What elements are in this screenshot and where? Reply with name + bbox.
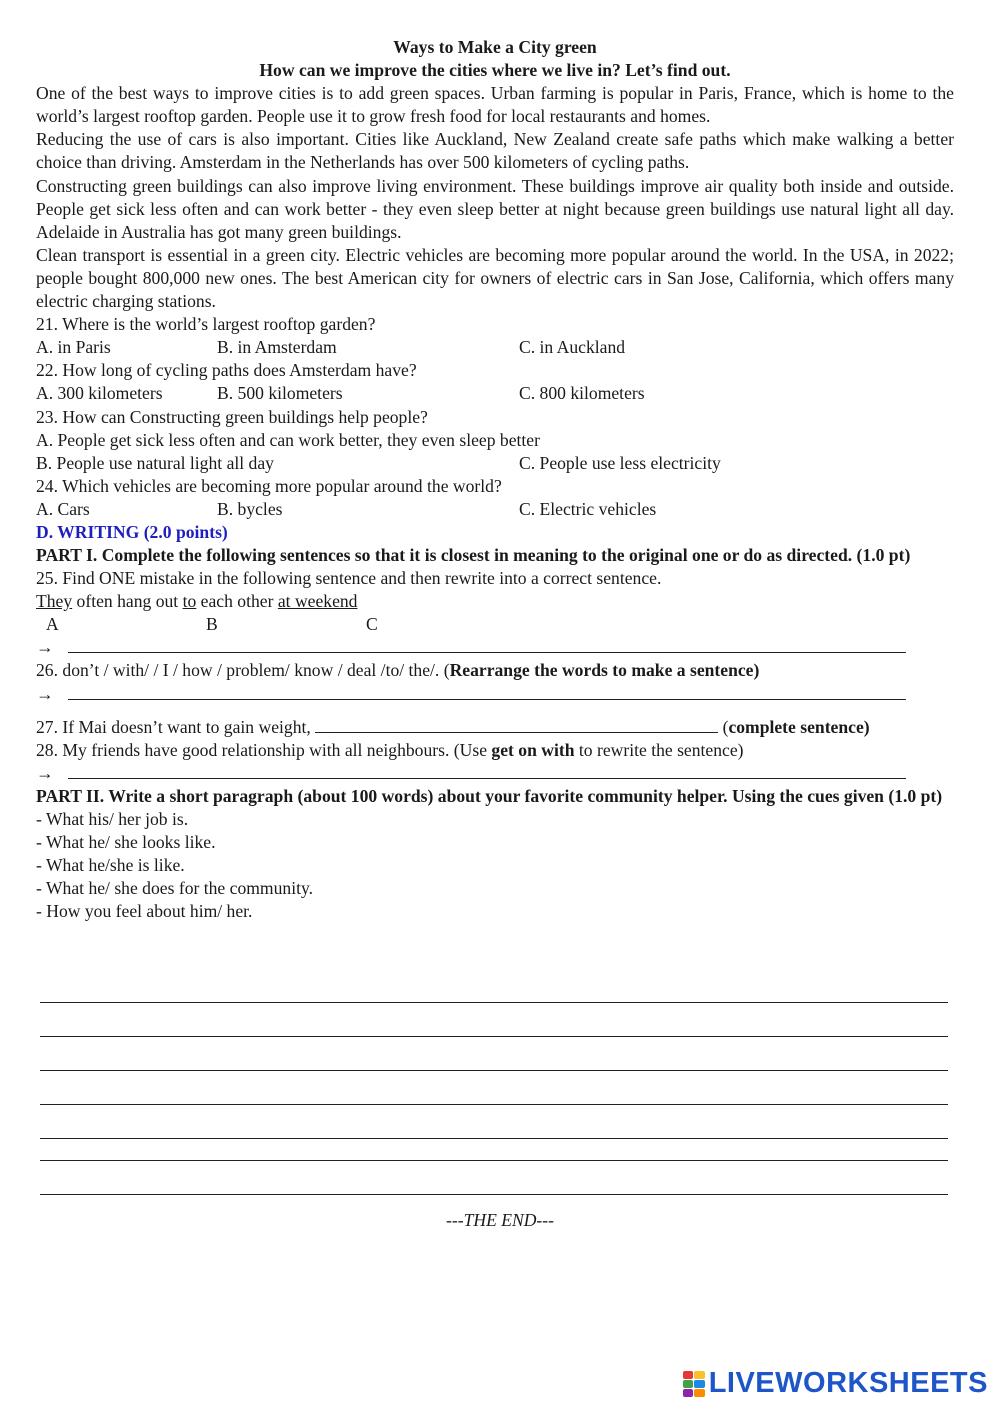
option-a[interactable]: A. in Paris — [36, 337, 111, 358]
question-21: 21. Where is the world’s largest rooftop garden? — [36, 314, 376, 335]
page-title: Ways to Make a City green — [393, 37, 597, 57]
the-end-label: ---THE END--- — [446, 1210, 554, 1230]
logo-tile — [694, 1371, 705, 1379]
logo-tile — [694, 1380, 705, 1388]
logo-text: LIVEWORKSHEETS — [708, 1367, 988, 1399]
option-c[interactable]: C. 800 kilometers — [519, 383, 645, 404]
answer-line-26[interactable] — [36, 683, 954, 706]
blank-field[interactable] — [68, 685, 906, 700]
option-b[interactable]: B. 500 kilometers — [217, 383, 343, 404]
question-24-options — [36, 498, 954, 521]
answer-line-28[interactable] — [36, 762, 954, 785]
logo-tile — [683, 1371, 694, 1379]
writing-line[interactable] — [40, 1160, 948, 1161]
underlined-word-c[interactable]: at weekend — [277, 591, 358, 612]
part1-heading: PART I. Complete the following sentences so that it is closest in meaning to the original one or do as directed. (1.0 pt) — [36, 545, 911, 566]
question-28-text: 28. My friends have good relationship with all neighbours. (Use — [36, 739, 492, 760]
question-25-letters — [36, 613, 954, 636]
logo-tile — [683, 1389, 694, 1397]
passage-paragraph: Clean transport is essential in a green city. Electric vehicles are becoming more popular around the world. In the USA, in 2022; people bought 800,000 new ones. The best American city for owners of electric cars in San Jose, California, which offers many electric charging stations. — [36, 244, 954, 312]
question-23-options — [36, 452, 954, 475]
option-b[interactable]: B. People use natural light all day — [36, 452, 274, 473]
worksheet-page — [36, 36, 954, 923]
option-a[interactable]: A. 300 kilometers — [36, 383, 163, 404]
liveworksheets-logo — [683, 1367, 988, 1400]
question-22: 22. How long of cycling paths does Amsterdam have? — [36, 360, 417, 381]
writing-heading: D. WRITING (2.0 points) — [36, 521, 228, 542]
option-b[interactable]: B. bycles — [217, 498, 283, 519]
passage-paragraph: Reducing the use of cars is also important. Cities like Auckland, New Zealand create safe paths which make walking a better choice than driving. Amsterdam in the Netherlands has over 500 kilometers of cycling paths. — [36, 129, 954, 173]
option-a[interactable]: A. People get sick less often and can work better, they even sleep better — [36, 429, 540, 450]
blank-field[interactable] — [68, 764, 906, 779]
blank-field[interactable] — [315, 718, 718, 733]
option-c[interactable]: C. Electric vehicles — [519, 498, 657, 519]
logo-tiles-icon — [683, 1371, 705, 1397]
logo-tile — [694, 1389, 705, 1397]
question-28 — [36, 739, 954, 762]
option-a[interactable]: A. Cars — [36, 498, 90, 519]
question-23: 23. How can Constructing green buildings help people? — [36, 406, 428, 427]
writing-line[interactable] — [40, 1002, 948, 1003]
question-26-text: 26. don’t / with/ / I / how / problem/ know / deal /to/ the/. ( — [36, 660, 450, 681]
question-25: 25. Find ONE mistake in the following sentence and then rewrite into a correct sentence. — [36, 568, 662, 589]
writing-line[interactable] — [40, 1138, 948, 1139]
cue-item: - What his/ her job is. — [36, 809, 189, 829]
arrow-icon: → — [36, 637, 54, 658]
question-28-text: to rewrite the sentence) — [574, 739, 744, 760]
logo-tile — [683, 1380, 694, 1388]
question-26-instruction: Rearrange the words to make a sentence) — [449, 660, 760, 681]
question-25-sentence — [36, 590, 954, 613]
passage-paragraph: One of the best ways to improve cities is to add green spaces. Urban farming is popular in Paris, France, which is home to the world’s largest rooftop garden. People use it to grow fresh food for local restaurants and homes. — [36, 83, 954, 127]
question-26 — [36, 659, 954, 682]
sentence-text: each other — [196, 591, 278, 612]
page-subtitle: How can we improve the cities where we live in? Let’s find out. — [259, 60, 731, 81]
question-28-keyword: get on with — [491, 739, 575, 760]
question-24: 24. Which vehicles are becoming more popular around the world? — [36, 475, 502, 496]
cue-item: - What he/ she looks like. — [36, 832, 216, 853]
passage-paragraph: Constructing green buildings can also improve living environment. These buildings improve air quality both inside and outside. People get sick less often and can work better - they even sleep better at night because green buildings use natural light all day. Adelaide in Australia has got many green buildings. — [36, 175, 954, 242]
answer-line-25[interactable] — [36, 636, 954, 659]
question-27-text: 27. If Mai doesn’t want to gain weight, — [36, 716, 316, 737]
writing-line[interactable] — [40, 1070, 948, 1071]
option-b[interactable]: B. in Amsterdam — [217, 337, 337, 358]
question-27 — [36, 716, 954, 739]
question-21-options — [36, 336, 954, 359]
letter-b: B — [206, 614, 218, 635]
option-c[interactable]: C. People use less electricity — [519, 452, 721, 473]
writing-line[interactable] — [40, 1194, 948, 1195]
underlined-word-a[interactable]: They — [36, 591, 73, 612]
cue-item: - What he/she is like. — [36, 855, 185, 876]
option-c[interactable]: C. in Auckland — [519, 337, 626, 358]
letter-c: C — [366, 614, 378, 635]
blank-field[interactable] — [68, 638, 906, 653]
part2-heading: PART II. Write a short paragraph (about 100 words) about your favorite community helper. Using the cues given (1.0 pt) — [36, 785, 943, 806]
cue-item: - What he/ she does for the community. — [36, 878, 314, 899]
writing-line[interactable] — [40, 1104, 948, 1105]
arrow-icon: → — [36, 762, 54, 783]
arrow-icon: → — [36, 683, 54, 704]
question-27-instruction: complete sentence) — [728, 716, 870, 737]
underlined-word-b[interactable]: to — [182, 591, 197, 612]
question-27-text: ( — [718, 716, 729, 737]
cue-item: - How you feel about him/ her. — [36, 901, 253, 922]
letter-a: A — [46, 614, 59, 635]
writing-line[interactable] — [40, 1036, 948, 1037]
sentence-text: often hang out — [72, 591, 183, 612]
question-22-options — [36, 382, 954, 405]
